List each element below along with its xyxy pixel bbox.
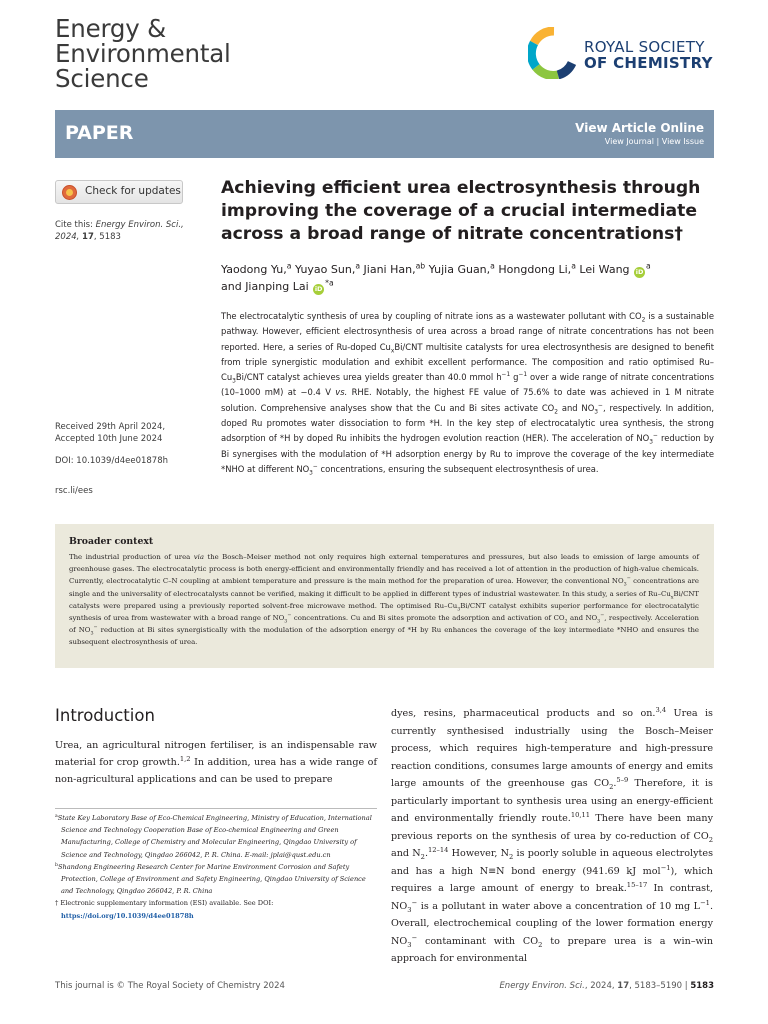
intro-right-column: dyes, resins, pharmaceutical products and so on.$^{3,4}$ Urea is currently synthesised industrially using the Bosch–Meiser process, which requires high-temperature and high-pressure reaction conditions, consumes large amounts of energy and emits large amounts of the greenhouse gas $CO_2.^{5-9}$ Therefore, it is particularly important to synthesis urea using an energy-efficient and environmentally friendly route.$^{10,11}$ There have been many previous reports on the synthesis of urea by co-reduction of $CO_2$ and $N_2.^{12-14}$ However, $N_2$ is poorly soluble in aqueous electrolytes and has a high N≡N bond energy (941.69 kJ mol$^{-1}$), which requires a large amount of energy to break.$^{15-17}$ In contrast, $NO_3^-$ is a pollutant in water above a concentration of 10 mg $L^{-1}$. Overall, electrochemical coupling of the lower formation energy $NO_3^-$ contaminant with $CO_2$ to prepare urea is a win–win approach for environmental (391, 705, 714, 964)
affiliation-b: $^b$Shandong Engineering Research Center for Marine Environment Corrosion and Safety Protection, College of Environment and Safety Engineering, Qingdao University of Science and Technology, Qingdao 266042, P. R. China (55, 862, 366, 896)
author[interactable]: Yuyao Sun, (294, 263, 356, 276)
view-article-online-link[interactable]: View Article Online (575, 121, 704, 135)
footer-copyright: This journal is © The Royal Society of Chemistry 2024 (55, 981, 285, 991)
dates (55, 421, 205, 445)
cite-year: 2024, (55, 232, 80, 242)
journal-title-line1: Energy & (55, 14, 167, 43)
abstract: The electrocatalytic synthesis of urea by coupling of nitrate ions as a wastewater pollutant with $CO_2$ is a sustainable pathway. However, efficient electrosynthesis of urea across a broad range of nitrate concentrations has not been reported. Here, a series of Ru-doped $Cu_xBi$/CNT multisite catalysts for urea electrosynthesis are designed to benefit from triple synergistic modulation and exhibit excellent performance. The composition and ratio optimised $Ru-Cu_3Bi$/CNT catalyst achieves urea yields greater than 40.0 mmol $h^{-1}$ $g^{-1}$ over a wide range of nitrate concentrations (10–1000 mM) at −0.4 V vs. RHE. Notably, the highest FE value of 75.6% to date was achieved in 1 M nitrate solution. Comprehensive analyses show that the Cu and Bi sites activate $CO_2$ and $NO_3^-$, respectively. In addition, doped Ru promotes water dissociation to form *H. In the key step of electrocatalytic urea synthesis, the strong adsorption of *H by doped Ru inhibits the hydrogen evolution reaction (HER). The acceleration of $NO_3^-$ reduction by Bi synergises with the modulation of *H adsorption energy by Ru to improve the coverage of the key intermediate *NHO at different $NO_3^-$ concentrations, ensuring the subsequent electrosynthesis of urea. (221, 311, 714, 477)
check-for-updates-label: Check for updates (85, 185, 181, 197)
cite-page: , 5183 (93, 232, 121, 242)
introduction-heading: Introduction (55, 706, 155, 725)
esi-note: † Electronic supplementary information (ESI) available. See DOI: https://doi.org/10.1039/d4ee01878h (55, 899, 274, 920)
esi-doi-link[interactable]: https://doi.org/10.1039/d4ee01878h (61, 911, 194, 920)
citation-ref[interactable]: 5–9 (616, 775, 629, 784)
received-date: Received 29th April 2024, (55, 422, 166, 432)
page-number: 5183 (690, 981, 714, 991)
footer-citation: Energy Environ. Sci., 2024, 17, 5183–5190 | 5183 (499, 981, 714, 991)
citation (55, 219, 205, 243)
orcid-icon[interactable]: iD (314, 285, 323, 293)
citation-ref[interactable]: 10,11 (570, 810, 591, 819)
author[interactable]: Lei Wang (579, 263, 630, 276)
journal-title (55, 16, 231, 91)
footnote-divider (55, 808, 377, 809)
rsc-wordmark (584, 39, 713, 71)
citation-ref[interactable]: 3,4 (655, 705, 667, 714)
footnotes (55, 812, 377, 922)
doi-text[interactable]: DOI: 10.1039/d4ee01878h (55, 456, 169, 466)
broader-context-text: The industrial production of urea via the Bosch–Meiser method not only requires high external temperatures and pressures, but also leads to emission of large amounts of greenhouse gases. The electrocatalytic process is both energy-efficient and environmentally friendly and has received a lot of attention in the production of high-value chemicals. Currently, electrocatalytic C–N coupling at ambient temperature and pressure is the main method for the preparation of urea. However, the conventional $NO_3^-$ concentrations are single and the universality of electrocatalysts cannot be verified, making it difficult to be applied in different types of industrial wastewater. In this study, a series of $Ru-Cu_xBi$/CNT catalysts were prepared using a previously reported solvent-free microwave method. The optimised $Ru-Cu_3Bi$/CNT catalyst exhibits superior performance for electrocatalytic synthesis of urea from wastewater with a broad range of $NO_3^-$ concentrations. Cu and Bi sites promote the adsorption and activation of $CO_2$ and $NO_3^-$, respectively. Acceleration of $NO_3^-$ reduction at Bi sites synergistically with the modulation of the adsorption energy of *H by Ru enhances the coverage of the key intermediate *NHO and ensures the subsequent electrosynthesis of urea. (69, 553, 700, 647)
banner-separator: | (654, 137, 662, 146)
author[interactable]: Jiani Han, (363, 263, 416, 276)
crossmark-icon (62, 185, 77, 200)
cite-prefix: Cite this: (55, 220, 96, 230)
cite-journal: Energy Environ. Sci., (95, 220, 184, 230)
author-list: Yaodong Yu,$^a$ Yuyao Sun,$^a$ Jiani Han,$^{ab}$ Yujia Guan,$^a$ Hongdong Li,$^a$ Lei Wang $iD^a$ and Jianping Lai $iD^{*a}$ (221, 261, 651, 293)
author[interactable]: Hongdong Li, (498, 263, 572, 276)
author[interactable]: Yujia Guan, (428, 263, 491, 276)
citation-ref[interactable]: 1,2 (179, 754, 191, 763)
orcid-icon[interactable]: iD (635, 268, 644, 276)
cite-volume: 17 (82, 232, 94, 242)
view-issue-link[interactable]: View Issue (661, 137, 704, 146)
rsc-line2: OF CHEMISTRY (584, 54, 713, 72)
view-journal-link[interactable]: View Journal (604, 137, 654, 146)
rsc-logo[interactable] (528, 27, 718, 79)
broader-context-box (55, 524, 714, 668)
banner-links (605, 137, 704, 146)
journal-title-line2: Environmental (55, 39, 231, 68)
journal-title-line3: Science (55, 64, 149, 93)
rsc-ring-icon (528, 27, 576, 79)
intro-left-column: Urea, an agricultural nitrogen fertiliser, is an indispensable raw material for crop growth.$^{1,2}$ In addition, urea has a wide range of non-agricultural applications and can be used to prepare (55, 740, 377, 785)
citation-ref[interactable]: 12–14 (428, 845, 449, 854)
article-type-label: PAPER (65, 122, 134, 144)
affiliation-a: $^a$State Key Laboratory Base of Eco-Chemical Engineering, Ministry of Education, International Science and Technology Cooperation Base of Eco-chemical Engineering and Green Manufacturing, College of Chemistry and Molecular Engineering, Qingdao University of Science and Technology, Qingdao 266042, P. R. China. E-mail: jplai@qust.edu.cn (55, 813, 372, 859)
accepted-date: Accepted 10th June 2024 (55, 434, 163, 444)
author[interactable]: and Jianping Lai (221, 280, 309, 293)
journal-site-link[interactable]: rsc.li/ees (55, 486, 93, 496)
broader-context-title: Broader context (69, 536, 154, 547)
rsc-line1: ROYAL SOCIETY (584, 38, 705, 56)
citation-ref[interactable]: 15–17 (626, 880, 648, 889)
check-for-updates-button[interactable] (55, 180, 183, 204)
author[interactable]: Yaodong Yu, (221, 263, 287, 276)
article-title: Achieving efficient urea electrosynthesis through improving the coverage of a crucial intermediate across a broad range of nitrate concentrations† (221, 178, 701, 244)
article-type-banner (55, 110, 714, 158)
